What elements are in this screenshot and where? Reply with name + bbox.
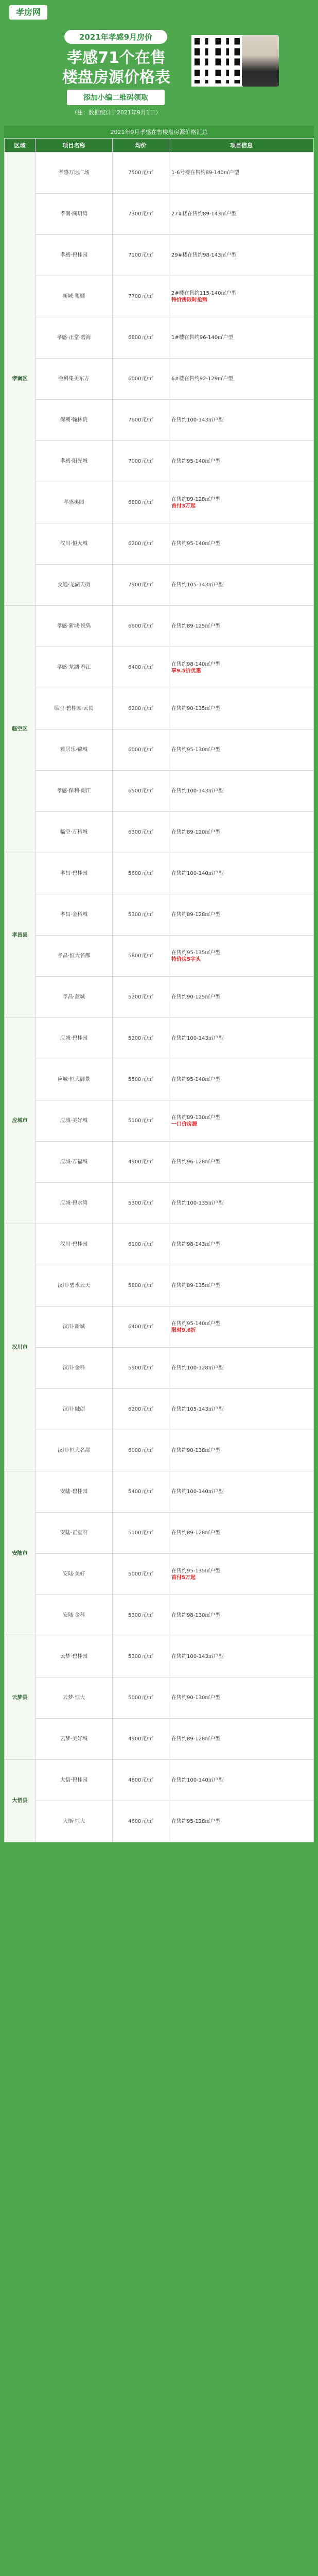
price-cell: 7000元/㎡ <box>113 441 169 482</box>
table-row <box>5 400 314 441</box>
info-cell <box>169 1183 314 1224</box>
table-row <box>5 1430 314 1471</box>
project-name-cell[interactable]: 汉川·融创 <box>36 1389 113 1430</box>
data-note: （注：数据统计于2021年9月1日） <box>72 109 161 116</box>
info-cell <box>169 1307 314 1348</box>
info-text: 在售约98-130㎡户型 <box>171 1613 221 1618</box>
table-row <box>5 1265 314 1307</box>
info-cell <box>169 523 314 565</box>
info-text: 在售约105-143㎡户型 <box>171 582 224 588</box>
table-row <box>5 1554 314 1595</box>
project-name-cell[interactable]: 孝感·保利·阅江 <box>36 771 113 812</box>
price-cell: 7900元/㎡ <box>113 565 169 606</box>
info-text: 29#楼在售约98-143㎡户型 <box>171 252 237 258</box>
project-name-cell[interactable]: 应城·碧水湾 <box>36 1183 113 1224</box>
info-text: 2#楼在售约115-140㎡户型 <box>171 290 237 296</box>
project-name-cell[interactable]: 保利·翰林院 <box>36 400 113 441</box>
price-cell: 6200元/㎡ <box>113 1389 169 1430</box>
promo-text: 首付3万起 <box>171 503 196 509</box>
price-cell: 6000元/㎡ <box>113 730 169 771</box>
region-cell: 云梦县 <box>5 1636 36 1760</box>
table-row <box>5 482 314 523</box>
price-cell: 5300元/㎡ <box>113 1595 169 1636</box>
price-cell: 6400元/㎡ <box>113 647 169 688</box>
price-cell: 6200元/㎡ <box>113 688 169 730</box>
price-cell: 6800元/㎡ <box>113 317 169 359</box>
info-cell <box>169 1677 314 1719</box>
table-row <box>5 1059 314 1100</box>
price-cell: 7500元/㎡ <box>113 152 169 194</box>
info-cell <box>169 812 314 853</box>
price-cell: 5300元/㎡ <box>113 1636 169 1677</box>
header-project: 项目名称 <box>36 139 113 152</box>
project-name-cell[interactable]: 安陆·金科 <box>36 1595 113 1636</box>
project-name-cell[interactable]: 孝昌·蓝城 <box>36 977 113 1018</box>
table-row <box>5 1389 314 1430</box>
info-text: 在售约89-128㎡户型 <box>171 496 221 502</box>
info-cell <box>169 606 314 647</box>
info-cell <box>169 235 314 276</box>
info-text: 在售约89-128㎡户型 <box>171 912 221 918</box>
project-name-cell[interactable]: 汉川·碧水云天 <box>36 1265 113 1307</box>
project-name-cell[interactable]: 雅居乐·锦城 <box>36 730 113 771</box>
info-text: 在售约100-143㎡户型 <box>171 1654 224 1659</box>
info-cell <box>169 1265 314 1307</box>
price-cell: 5100元/㎡ <box>113 1513 169 1554</box>
header-region: 区域 <box>5 139 36 152</box>
info-text: 在售约90-125㎡户型 <box>171 994 221 1000</box>
project-name-cell[interactable]: 云梦·恒大 <box>36 1677 113 1719</box>
table-row <box>5 1677 314 1719</box>
price-cell: 6800元/㎡ <box>113 482 169 523</box>
price-cell: 7100元/㎡ <box>113 235 169 276</box>
project-name-cell[interactable]: 安陆·碧桂园 <box>36 1471 113 1513</box>
info-text: 在售约100-143㎡户型 <box>171 1036 224 1041</box>
header-price: 均价 <box>113 139 169 152</box>
info-cell <box>169 317 314 359</box>
region-cell: 安陆市 <box>5 1471 36 1636</box>
info-text: 在售约89-130㎡户型 <box>171 1114 221 1121</box>
price-cell: 5200元/㎡ <box>113 1018 169 1059</box>
info-cell <box>169 647 314 688</box>
table-row <box>5 235 314 276</box>
table-row <box>5 359 314 400</box>
info-cell <box>169 1018 314 1059</box>
project-name-cell[interactable]: 汉川·新城 <box>36 1307 113 1348</box>
info-text: 在售约95-140㎡户型 <box>171 459 221 464</box>
project-name-cell[interactable]: 汉川·恒大城 <box>36 523 113 565</box>
table-row <box>5 730 314 771</box>
info-cell <box>169 1636 314 1677</box>
info-text: 在售约95-130㎡户型 <box>171 747 221 753</box>
project-name-cell[interactable]: 孝感·碧桂园 <box>36 235 113 276</box>
project-name-cell[interactable]: 汉川·碧桂园 <box>36 1224 113 1265</box>
title-line-2: 楼盘房源价格表 <box>62 69 170 87</box>
table-row <box>5 1513 314 1554</box>
project-name-cell[interactable]: 金科集美东方 <box>36 359 113 400</box>
qr-code-icon <box>191 35 243 87</box>
project-name-cell[interactable]: 云梦·美好城 <box>36 1719 113 1760</box>
table-row <box>5 647 314 688</box>
info-text: 在售约90-138㎡户型 <box>171 1448 221 1453</box>
info-cell <box>169 771 314 812</box>
project-name-cell[interactable]: 大悟·恒大 <box>36 1801 113 1842</box>
info-text: 在售约100-140㎡户型 <box>171 1489 224 1495</box>
info-cell <box>169 1224 314 1265</box>
region-cell: 汉川市 <box>5 1224 36 1471</box>
region-cell: 大悟县 <box>5 1760 36 1842</box>
info-cell <box>169 977 314 1018</box>
project-name-cell[interactable]: 孝感·新城·悦隽 <box>36 606 113 647</box>
table-row <box>5 1100 314 1142</box>
project-name-cell[interactable]: 孝感·龙湖·春江 <box>36 647 113 688</box>
info-cell <box>169 1595 314 1636</box>
info-cell <box>169 276 314 317</box>
region-cell: 孝昌县 <box>5 853 36 1018</box>
price-cell: 6400元/㎡ <box>113 1307 169 1348</box>
info-text: 在售约98-143㎡户型 <box>171 1242 221 1247</box>
table-row <box>5 1348 314 1389</box>
avatar <box>242 35 279 87</box>
title-line-1: 孝感71个在售 <box>67 49 166 67</box>
project-name-cell[interactable]: 新城·玺樾 <box>36 276 113 317</box>
promo-text: 首付5万起 <box>171 1574 196 1581</box>
info-cell <box>169 1430 314 1471</box>
region-cell: 孝南区 <box>5 152 36 606</box>
promo-text: 特价房限时抢购 <box>171 297 207 303</box>
price-cell: 5300元/㎡ <box>113 1183 169 1224</box>
info-text: 在售约96-128㎡户型 <box>171 1159 221 1165</box>
info-cell <box>169 441 314 482</box>
info-text: 在售约100-135㎡户型 <box>171 1200 224 1206</box>
project-name-cell[interactable]: 孝感奥园 <box>36 482 113 523</box>
project-name-cell[interactable]: 应城·美好城 <box>36 1100 113 1142</box>
info-cell <box>169 1100 314 1142</box>
info-text: 6#楼在售约92-129㎡户型 <box>171 376 234 382</box>
table-row <box>5 812 314 853</box>
info-cell <box>169 194 314 235</box>
price-cell: 4800元/㎡ <box>113 1760 169 1801</box>
table-row <box>5 152 314 194</box>
price-cell: 5100元/㎡ <box>113 1100 169 1142</box>
info-text: 在售约89-125㎡户型 <box>171 623 221 629</box>
info-text: 在售约89-128㎡户型 <box>171 1530 221 1536</box>
info-cell <box>169 853 314 894</box>
table-row <box>5 441 314 482</box>
info-cell <box>169 1471 314 1513</box>
price-cell: 5800元/㎡ <box>113 936 169 977</box>
price-table <box>4 138 314 1842</box>
price-cell: 5400元/㎡ <box>113 1471 169 1513</box>
info-text: 在售约100-143㎡户型 <box>171 417 224 423</box>
price-cell: 5600元/㎡ <box>113 853 169 894</box>
table-row <box>5 194 314 235</box>
price-cell: 6600元/㎡ <box>113 606 169 647</box>
info-cell <box>169 1348 314 1389</box>
info-text: 在售约95-140㎡户型 <box>171 541 221 547</box>
region-cell: 应城市 <box>5 1018 36 1224</box>
promo-text: 限时9.6折 <box>171 1327 196 1333</box>
info-text: 在售约90-135㎡户型 <box>171 706 221 711</box>
info-text: 在售约95-135㎡户型 <box>171 1568 221 1574</box>
table-row <box>5 523 314 565</box>
info-text: 在售约100-140㎡户型 <box>171 1777 224 1783</box>
table-body <box>5 152 314 1842</box>
price-cell: 6000元/㎡ <box>113 1430 169 1471</box>
info-text: 在售约90-130㎡户型 <box>171 1695 221 1701</box>
info-text: 在售约105-143㎡户型 <box>171 1406 224 1412</box>
table-row <box>5 894 314 936</box>
price-table-card <box>4 126 314 1842</box>
table-row <box>5 1801 314 1842</box>
table-row <box>5 1018 314 1059</box>
project-name-cell[interactable]: 孝昌·恒大名都 <box>36 936 113 977</box>
info-cell <box>169 936 314 977</box>
price-cell: 6200元/㎡ <box>113 523 169 565</box>
info-cell <box>169 359 314 400</box>
info-text: 在售约89-128㎡户型 <box>171 1736 221 1742</box>
table-row <box>5 1142 314 1183</box>
promo-text: 特价房5字头 <box>171 956 201 962</box>
table-row <box>5 853 314 894</box>
info-cell <box>169 1801 314 1842</box>
header-info: 项目信息 <box>169 139 314 152</box>
info-text: 在售约89-135㎡户型 <box>171 1283 221 1289</box>
project-name-cell[interactable]: 应城·万福城 <box>36 1142 113 1183</box>
project-name-cell[interactable]: 应城·碧桂园 <box>36 1018 113 1059</box>
table-row <box>5 565 314 606</box>
price-cell: 4900元/㎡ <box>113 1719 169 1760</box>
table-row <box>5 1307 314 1348</box>
table-row <box>5 1471 314 1513</box>
info-text: 在售约95-140㎡户型 <box>171 1077 221 1082</box>
table-row <box>5 1760 314 1801</box>
info-text: 在售约100-143㎡户型 <box>171 788 224 794</box>
project-name-cell[interactable]: 临空·万科城 <box>36 812 113 853</box>
info-cell <box>169 1719 314 1760</box>
date-badge: 2021年孝感9月房价 <box>64 30 167 44</box>
project-name-cell[interactable]: 应城·恒大御景 <box>36 1059 113 1100</box>
cta-button[interactable]: 添加小编二维码领取 <box>67 90 165 105</box>
info-text: 在售约95-135㎡户型 <box>171 950 221 956</box>
info-cell <box>169 1554 314 1595</box>
promo-text: 一口价房源 <box>171 1121 197 1127</box>
page-title <box>60 48 173 88</box>
price-cell: 7700元/㎡ <box>113 276 169 317</box>
price-cell: 5300元/㎡ <box>113 894 169 936</box>
project-name-cell[interactable]: 交通·龙湖天街 <box>36 565 113 606</box>
table-row <box>5 1224 314 1265</box>
price-cell: 5800元/㎡ <box>113 1265 169 1307</box>
project-name-cell[interactable]: 孝昌·碧桂园 <box>36 853 113 894</box>
price-cell: 5000元/㎡ <box>113 1554 169 1595</box>
project-name-cell[interactable]: 孝南·澜玥湾 <box>36 194 113 235</box>
price-cell: 5200元/㎡ <box>113 977 169 1018</box>
price-cell: 5900元/㎡ <box>113 1348 169 1389</box>
table-caption: 2021年9月孝感在售楼盘房源价格汇总 <box>4 126 314 138</box>
project-name-cell[interactable]: 临空·碧桂园·云顶 <box>36 688 113 730</box>
info-text: 在售约98-140㎡户型 <box>171 661 221 667</box>
info-cell <box>169 688 314 730</box>
info-text: 在售约95-128㎡户型 <box>171 1819 221 1824</box>
table-row <box>5 977 314 1018</box>
info-text: 在售约100-140㎡户型 <box>171 871 224 876</box>
price-cell: 7300元/㎡ <box>113 194 169 235</box>
info-text: 在售约89-120㎡户型 <box>171 829 221 835</box>
project-name-cell[interactable]: 安陆·正堂府 <box>36 1513 113 1554</box>
table-row <box>5 771 314 812</box>
table-row <box>5 936 314 977</box>
info-text: 在售约100-128㎡户型 <box>171 1365 224 1371</box>
project-name-cell[interactable]: 云梦·碧桂园 <box>36 1636 113 1677</box>
price-cell: 6500元/㎡ <box>113 771 169 812</box>
table-header-row <box>5 139 314 152</box>
project-name-cell[interactable]: 汉川·金科 <box>36 1348 113 1389</box>
info-cell <box>169 1389 314 1430</box>
price-cell: 5500元/㎡ <box>113 1059 169 1100</box>
table-row <box>5 1719 314 1760</box>
table-row <box>5 276 314 317</box>
info-text: 1-6号楼在售约89-140㎡户型 <box>171 170 239 176</box>
info-cell <box>169 565 314 606</box>
info-cell <box>169 1059 314 1100</box>
price-cell: 6300元/㎡ <box>113 812 169 853</box>
table-row <box>5 317 314 359</box>
promo-text: 享9.5折优惠 <box>171 668 201 674</box>
project-name-cell[interactable]: 孝感·正堂·碧海 <box>36 317 113 359</box>
project-name-cell[interactable]: 安陆·美好 <box>36 1554 113 1595</box>
info-text: 1#楼在售约96-140㎡户型 <box>171 335 234 341</box>
region-cell: 临空区 <box>5 606 36 853</box>
site-logo[interactable]: 孝房网 <box>9 5 47 20</box>
project-name-cell[interactable]: 孝感·阳光城 <box>36 441 113 482</box>
header <box>0 0 318 122</box>
info-cell <box>169 1760 314 1801</box>
info-cell <box>169 894 314 936</box>
info-cell <box>169 400 314 441</box>
info-text: 27#楼在售约89-143㎡户型 <box>171 211 237 217</box>
price-cell: 4900元/㎡ <box>113 1142 169 1183</box>
info-cell <box>169 482 314 523</box>
project-name-cell[interactable]: 孝感万达广场 <box>36 152 113 194</box>
table-row <box>5 688 314 730</box>
table-row <box>5 1636 314 1677</box>
project-name-cell[interactable]: 孝昌·金科城 <box>36 894 113 936</box>
info-text: 在售约95-140㎡户型 <box>171 1320 221 1327</box>
table-row <box>5 1183 314 1224</box>
price-cell: 5000元/㎡ <box>113 1677 169 1719</box>
price-cell: 6000元/㎡ <box>113 359 169 400</box>
table-row <box>5 1595 314 1636</box>
info-cell <box>169 1513 314 1554</box>
info-cell <box>169 730 314 771</box>
project-name-cell[interactable]: 大悟·碧桂园 <box>36 1760 113 1801</box>
project-name-cell[interactable]: 汉川·恒大名都 <box>36 1430 113 1471</box>
info-cell <box>169 1142 314 1183</box>
price-cell: 7600元/㎡ <box>113 400 169 441</box>
price-cell: 6100元/㎡ <box>113 1224 169 1265</box>
table-row <box>5 606 314 647</box>
info-cell <box>169 152 314 194</box>
price-cell: 4600元/㎡ <box>113 1801 169 1842</box>
